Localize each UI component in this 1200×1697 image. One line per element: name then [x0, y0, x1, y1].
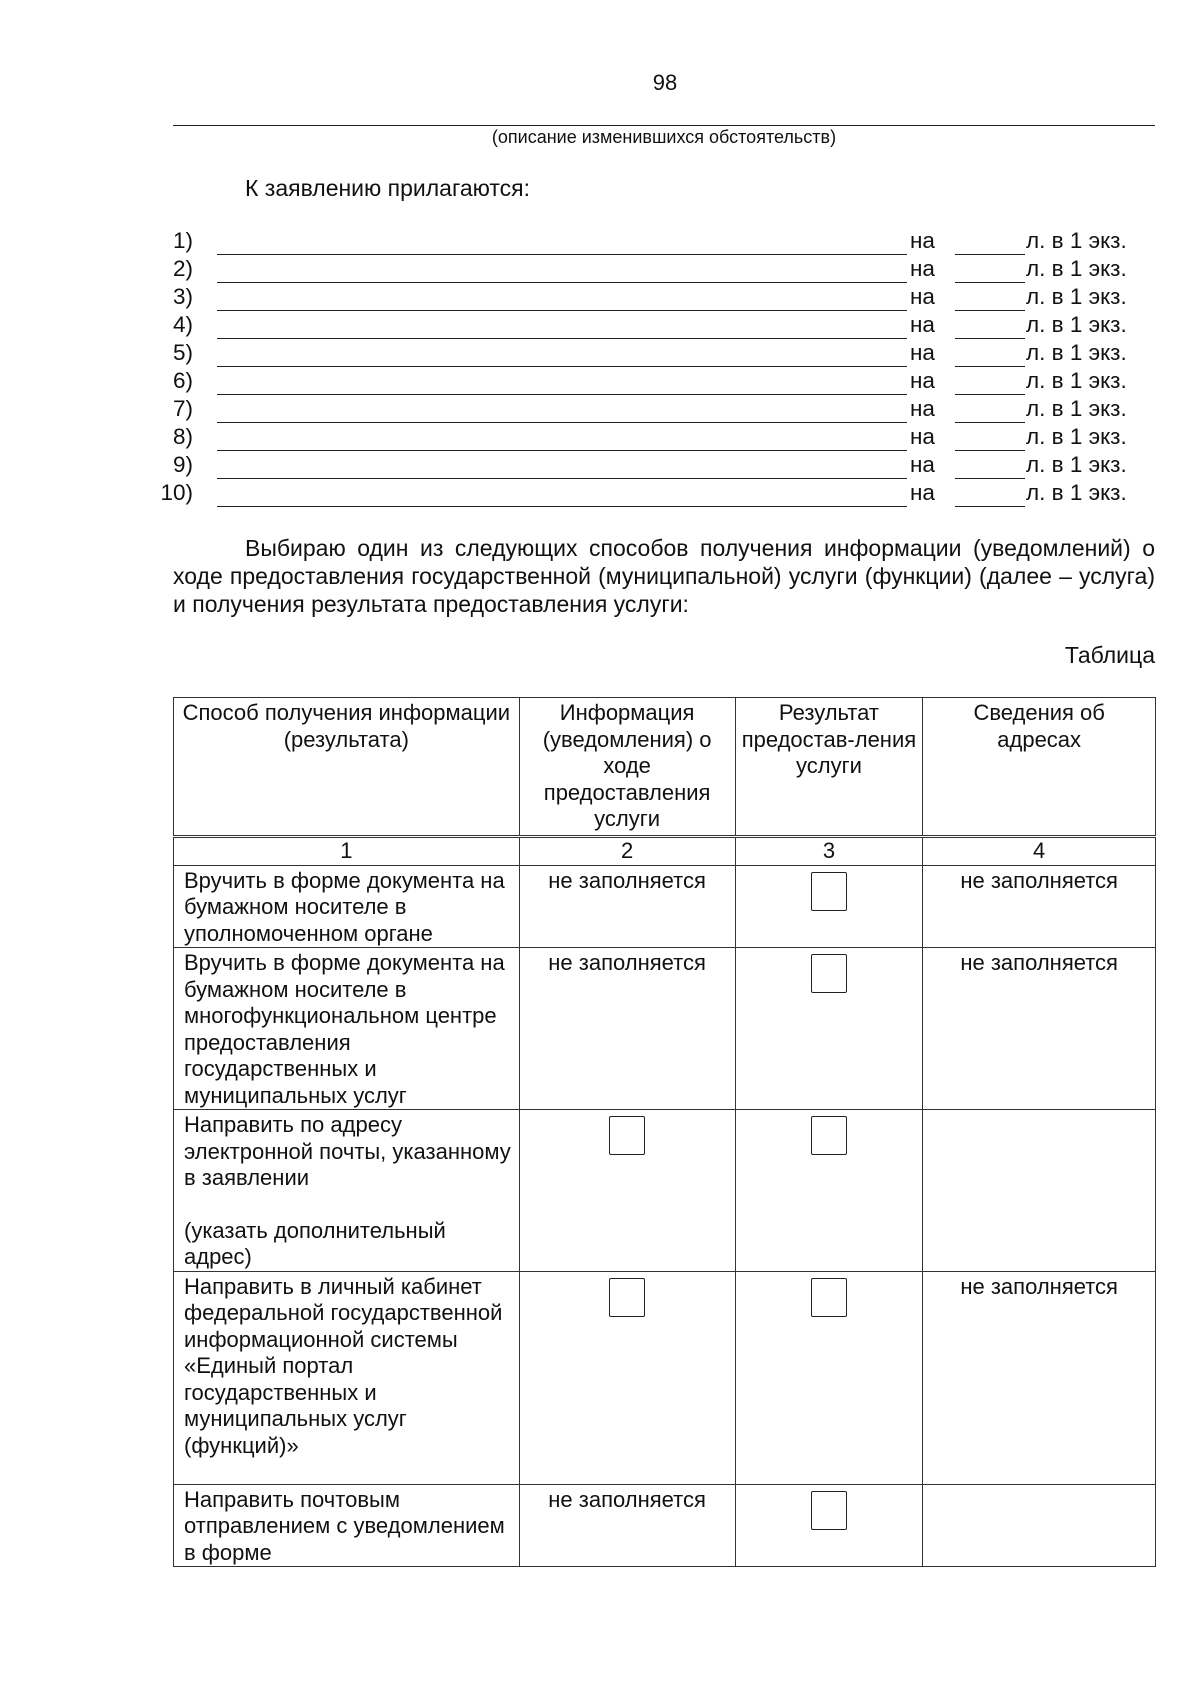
address-cell: не заполняется — [923, 1271, 1156, 1484]
attachment-row — [160, 284, 1160, 312]
attachment-number: 8) — [172, 424, 193, 449]
method-text: Вручить в форме документа на бумажном носителе в многофункциональном центре предоставления государственных и муниципальных услуг — [184, 950, 505, 1108]
table-row — [174, 865, 1156, 948]
attachment-copies-label: л. в 1 экз. — [1026, 452, 1127, 477]
table-header-row — [174, 698, 1156, 837]
column-number: 3 — [735, 836, 923, 865]
attachment-name-field[interactable] — [217, 282, 907, 283]
attachment-na-label: на — [910, 424, 935, 449]
attachment-sheets-field[interactable] — [955, 478, 1025, 479]
attachment-na-label: на — [910, 228, 935, 253]
attachment-na-label: на — [910, 340, 935, 365]
result-cell — [735, 1484, 923, 1567]
attachment-na-label: на — [910, 368, 935, 393]
header-info: Информация (уведомления) о ходе предоставления услуги — [519, 698, 735, 837]
method-text: Вручить в форме документа на бумажном носителе в уполномоченном органе — [184, 867, 505, 946]
intro-paragraph — [173, 534, 1155, 618]
attachment-row — [160, 480, 1160, 508]
header-method: Способ получения информации (результата) — [174, 698, 520, 837]
attachment-na-label: на — [910, 312, 935, 337]
attachment-sheets-field[interactable] — [955, 450, 1025, 451]
attachment-row — [160, 256, 1160, 284]
method-cell — [174, 1110, 520, 1272]
attachment-sheets-field[interactable] — [955, 282, 1025, 283]
method-text: Направить почтовым отправлением с уведомлением в форме — [184, 1486, 505, 1565]
attachment-number: 2) — [172, 256, 193, 281]
result-checkbox[interactable] — [811, 954, 847, 993]
attachment-copies-label: л. в 1 экз. — [1026, 228, 1127, 253]
info-checkbox[interactable] — [609, 1116, 645, 1155]
method-cell — [174, 1271, 520, 1484]
attachment-row — [160, 312, 1160, 340]
attachment-number: 5) — [172, 340, 193, 365]
table-row — [174, 948, 1156, 1110]
attachment-na-label: на — [910, 452, 935, 477]
result-cell — [735, 1110, 923, 1272]
attachment-copies-label: л. в 1 экз. — [1026, 368, 1127, 393]
attachment-name-field[interactable] — [217, 478, 907, 479]
method-cell — [174, 1484, 520, 1567]
attachment-row — [160, 424, 1160, 452]
attachment-number: 10) — [160, 480, 193, 505]
attachment-sheets-field[interactable] — [955, 422, 1025, 423]
result-checkbox[interactable] — [811, 872, 847, 911]
column-number: 2 — [519, 836, 735, 865]
attachment-name-field[interactable] — [217, 450, 907, 451]
attachment-copies-label: л. в 1 экз. — [1026, 424, 1127, 449]
table-row — [174, 1110, 1156, 1272]
info-cell: не заполняется — [519, 865, 735, 948]
method-cell — [174, 865, 520, 948]
method-note: (указать дополнительный адрес) — [184, 1217, 446, 1269]
attachment-number: 9) — [172, 452, 193, 477]
result-cell — [735, 1271, 923, 1484]
attachment-sheets-field[interactable] — [955, 506, 1025, 507]
attachment-row — [160, 452, 1160, 480]
info-cell — [519, 1271, 735, 1484]
attachment-number: 3) — [172, 284, 193, 309]
address-cell[interactable] — [923, 1484, 1156, 1567]
attachment-name-field[interactable] — [217, 254, 907, 255]
info-cell — [519, 1110, 735, 1272]
attachment-name-field[interactable] — [217, 338, 907, 339]
attachment-row — [160, 228, 1160, 256]
attachment-sheets-field[interactable] — [955, 338, 1025, 339]
attachment-na-label: на — [910, 396, 935, 421]
intro-text: Выбираю один из следующих способов получения информации (уведомлений) о ходе предоставления государственной (муниципальной) услуги (функции) (далее – услуга) и получения результата предоставления услуги: — [173, 535, 1155, 617]
table-row — [174, 1484, 1156, 1567]
column-number: 4 — [923, 836, 1156, 865]
address-cell[interactable] — [923, 1110, 1156, 1272]
attachment-name-field[interactable] — [217, 310, 907, 311]
address-cell: не заполняется — [923, 948, 1156, 1110]
attachment-name-field[interactable] — [217, 422, 907, 423]
page-number: 98 — [652, 70, 678, 95]
attachment-na-label: на — [910, 284, 935, 309]
result-checkbox[interactable] — [811, 1491, 847, 1530]
attachment-number: 7) — [172, 396, 193, 421]
attachment-copies-label: л. в 1 экз. — [1026, 340, 1127, 365]
attachment-name-field[interactable] — [217, 394, 907, 395]
attachment-name-field[interactable] — [217, 506, 907, 507]
attachment-na-label: на — [910, 480, 935, 505]
info-cell: не заполняется — [519, 1484, 735, 1567]
address-cell: не заполняется — [923, 865, 1156, 948]
attachments-list — [160, 228, 1160, 508]
info-cell: не заполняется — [519, 948, 735, 1110]
attachment-sheets-field[interactable] — [955, 394, 1025, 395]
result-checkbox[interactable] — [811, 1278, 847, 1317]
result-checkbox[interactable] — [811, 1116, 847, 1155]
attachment-copies-label: л. в 1 экз. — [1026, 480, 1127, 505]
delivery-methods-table — [173, 697, 1156, 1567]
result-cell — [735, 865, 923, 948]
attachment-sheets-field[interactable] — [955, 310, 1025, 311]
attachment-copies-label: л. в 1 экз. — [1026, 312, 1127, 337]
attachment-sheets-field[interactable] — [955, 366, 1025, 367]
result-cell — [735, 948, 923, 1110]
attachment-sheets-field[interactable] — [955, 254, 1025, 255]
method-text: Направить в личный кабинет федеральной государственной информационной системы «Единый портал государственных и муниципальных услуг (функций)» — [184, 1273, 503, 1458]
table-label: Таблица — [1064, 642, 1155, 668]
attachment-number: 4) — [172, 312, 193, 337]
description-caption: (описание изменившихся обстоятельств) — [491, 127, 837, 147]
description-line — [173, 125, 1155, 126]
attachment-number: 6) — [172, 368, 193, 393]
method-cell — [174, 948, 520, 1110]
attachment-row — [160, 396, 1160, 424]
attachment-na-label: на — [910, 256, 935, 281]
attachment-name-field[interactable] — [217, 366, 907, 367]
attachment-number: 1) — [172, 228, 193, 253]
header-result: Результат предостав-ления услуги — [735, 698, 923, 837]
column-number-row — [174, 836, 1156, 865]
attachment-row — [160, 340, 1160, 368]
attachment-row — [160, 368, 1160, 396]
method-text: Направить по адресу электронной почты, указанному в заявлении — [184, 1112, 511, 1190]
column-number: 1 — [174, 836, 520, 865]
header-addresses: Сведения об адресах — [923, 698, 1156, 837]
info-checkbox[interactable] — [609, 1278, 645, 1317]
table-row — [174, 1271, 1156, 1484]
attachment-copies-label: л. в 1 экз. — [1026, 284, 1127, 309]
attachment-copies-label: л. в 1 экз. — [1026, 396, 1127, 421]
attachment-copies-label: л. в 1 экз. — [1026, 256, 1127, 281]
attachments-heading: К заявлению прилагаются: — [245, 175, 531, 201]
